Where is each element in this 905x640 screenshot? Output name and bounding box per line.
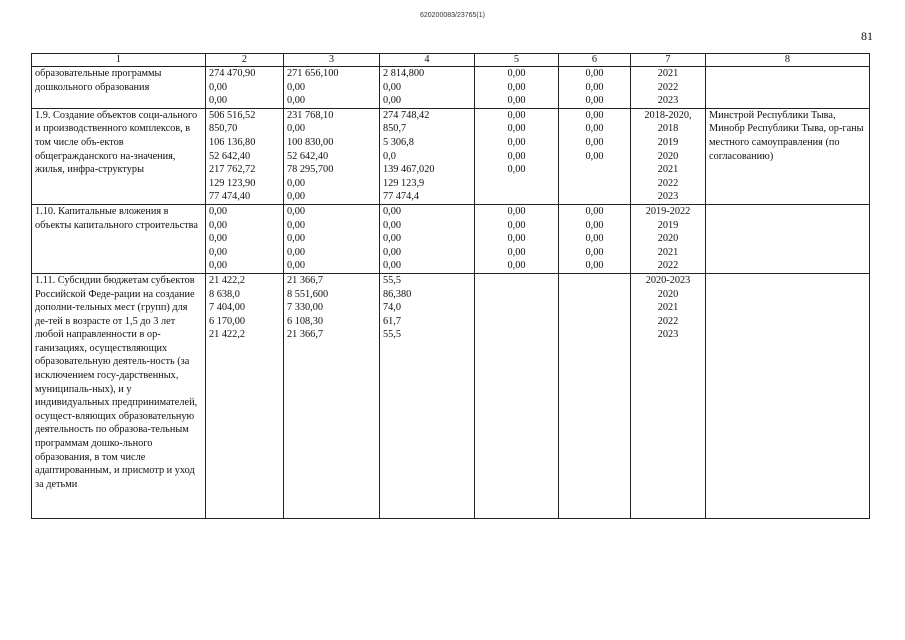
value-cell: 6 170,00	[206, 315, 284, 329]
year-cell: 2018-2020,	[631, 108, 706, 122]
column-header-2: 2	[206, 54, 284, 67]
value-cell: 0,00	[559, 67, 631, 81]
value-cell: 0,00	[559, 219, 631, 233]
value-cell: 0,00	[284, 219, 380, 233]
year-cell: 2021	[631, 246, 706, 260]
value-cell: 0,00	[380, 204, 475, 218]
value-cell: 100 830,00	[284, 136, 380, 150]
value-cell: 274 748,42	[380, 108, 475, 122]
responsible-organizations	[706, 204, 870, 273]
value-cell: 0,00	[475, 204, 559, 218]
year-cell: 2022	[631, 177, 706, 191]
value-cell: 506 516,52	[206, 108, 284, 122]
value-cell: 0,00	[559, 259, 631, 273]
value-cell: 139 467,020	[380, 163, 475, 177]
value-cell: 0,00	[559, 136, 631, 150]
value-cell: 0,00	[284, 246, 380, 260]
value-cell	[559, 177, 631, 191]
value-cell: 0,00	[559, 204, 631, 218]
value-cell: 274 470,90	[206, 67, 284, 81]
year-cell: 2019-2022	[631, 204, 706, 218]
value-cell: 0,00	[559, 94, 631, 108]
value-cell	[559, 301, 631, 315]
value-cell: 6 108,30	[284, 315, 380, 329]
value-cell: 0,00	[475, 219, 559, 233]
value-cell: 0,00	[380, 94, 475, 108]
value-cell: 0,00	[475, 122, 559, 136]
budget-table	[31, 53, 870, 519]
value-cell: 77 474,4	[380, 190, 475, 204]
value-cell: 21 366,7	[284, 328, 380, 342]
column-header-5: 5	[475, 54, 559, 67]
value-cell: 0,00	[284, 232, 380, 246]
table-row	[32, 108, 870, 122]
value-cell: 0,00	[284, 81, 380, 95]
value-cell: 0,00	[559, 81, 631, 95]
year-cell: 2019	[631, 219, 706, 233]
row-description: 1.11. Субсидии бюджетам субъектов Российской Феде-рации на создание дополни-тельных мест (групп) для де-тей в возрасте от 1,5 до 3 лет любой направленности в ор-ганизациях, осуществляющих образовательную деятель-ность (за исключением госу-дарственных, муниципаль-ных), и у индивидуальных предпринимателей, осущест-вляющих образовательную деятельность по образова-тельным программам дошко-льного образования, в том числе адаптированным, и присмотр и уход за детьми	[32, 273, 206, 518]
value-cell: 0,00	[206, 246, 284, 260]
year-cell: 2023	[631, 94, 706, 108]
value-cell: 21 422,2	[206, 273, 284, 287]
value-cell: 0,00	[559, 150, 631, 164]
value-cell: 850,70	[206, 122, 284, 136]
value-cell: 0,00	[475, 108, 559, 122]
column-header-8: 8	[706, 54, 870, 67]
value-cell: 231 768,10	[284, 108, 380, 122]
value-cell	[559, 190, 631, 204]
value-cell: 2 814,800	[380, 67, 475, 81]
column-header-4: 4	[380, 54, 475, 67]
value-cell	[475, 273, 559, 287]
value-cell: 0,00	[475, 136, 559, 150]
value-cell: 0,00	[380, 81, 475, 95]
value-cell: 0,00	[475, 81, 559, 95]
value-cell: 21 422,2	[206, 328, 284, 342]
empty-cell	[475, 342, 559, 519]
value-cell: 0,00	[206, 81, 284, 95]
value-cell: 271 656,100	[284, 67, 380, 81]
responsible-organizations: Минстрой Республики Тыва, Минобр Республики Тыва, ор-ганы местного самоуправления (по согласованию)	[706, 108, 870, 204]
column-header-7: 7	[631, 54, 706, 67]
value-cell: 61,7	[380, 315, 475, 329]
year-cell: 2021	[631, 301, 706, 315]
value-cell: 0,00	[380, 246, 475, 260]
row-description: 1.9. Создание объектов соци-ального и производственного комплексов, в том числе объ-ектов общегражданского на-значения, жилья, инфра-структуры	[32, 108, 206, 204]
year-cell: 2021	[631, 163, 706, 177]
value-cell	[559, 328, 631, 342]
table-row	[32, 273, 870, 287]
column-header-6: 6	[559, 54, 631, 67]
value-cell: 0,00	[559, 122, 631, 136]
value-cell: 850,7	[380, 122, 475, 136]
value-cell: 7 404,00	[206, 301, 284, 315]
value-cell: 21 366,7	[284, 273, 380, 287]
column-header-1: 1	[32, 54, 206, 67]
page-number: 81	[861, 29, 873, 43]
value-cell: 52 642,40	[284, 150, 380, 164]
value-cell: 5 306,8	[380, 136, 475, 150]
value-cell: 0,00	[206, 232, 284, 246]
value-cell: 78 295,700	[284, 163, 380, 177]
row-description: образовательные программы дошкольного образования	[32, 67, 206, 109]
value-cell	[475, 177, 559, 191]
document-id: 620200083/23765(1)	[419, 12, 485, 19]
header-row	[32, 54, 870, 67]
value-cell: 8 638,0	[206, 288, 284, 302]
empty-cell	[206, 342, 284, 519]
year-cell: 2018	[631, 122, 706, 136]
value-cell: 0,00	[559, 232, 631, 246]
year-cell: 2019	[631, 136, 706, 150]
value-cell: 0,00	[475, 163, 559, 177]
value-cell: 0,00	[206, 94, 284, 108]
value-cell: 0,00	[475, 94, 559, 108]
value-cell: 0,00	[284, 259, 380, 273]
value-cell	[559, 288, 631, 302]
value-cell: 52 642,40	[206, 150, 284, 164]
value-cell: 0,00	[284, 177, 380, 191]
value-cell: 74,0	[380, 301, 475, 315]
value-cell: 0,00	[206, 259, 284, 273]
responsible-organizations	[706, 67, 870, 109]
value-cell	[475, 190, 559, 204]
value-cell: 55,5	[380, 328, 475, 342]
year-cell: 2020	[631, 232, 706, 246]
table-row	[32, 204, 870, 218]
value-cell: 0,00	[284, 122, 380, 136]
value-cell: 8 551,600	[284, 288, 380, 302]
empty-cell	[284, 342, 380, 519]
value-cell: 0,00	[559, 246, 631, 260]
value-cell	[475, 288, 559, 302]
responsible-organizations	[706, 273, 870, 518]
value-cell	[475, 315, 559, 329]
empty-cell	[631, 342, 706, 519]
year-cell: 2020	[631, 288, 706, 302]
value-cell	[559, 163, 631, 177]
value-cell: 217 762,72	[206, 163, 284, 177]
value-cell: 0,00	[284, 190, 380, 204]
value-cell: 0,00	[475, 259, 559, 273]
value-cell: 106 136,80	[206, 136, 284, 150]
value-cell: 0,00	[475, 150, 559, 164]
value-cell: 0,00	[380, 259, 475, 273]
table-body	[32, 67, 870, 519]
value-cell: 129 123,90	[206, 177, 284, 191]
value-cell: 0,00	[559, 108, 631, 122]
year-cell: 2023	[631, 328, 706, 342]
value-cell	[475, 301, 559, 315]
value-cell: 0,00	[380, 232, 475, 246]
column-header-3: 3	[284, 54, 380, 67]
value-cell: 0,00	[475, 232, 559, 246]
value-cell	[559, 273, 631, 287]
value-cell: 0,0	[380, 150, 475, 164]
value-cell: 0,00	[284, 204, 380, 218]
value-cell: 55,5	[380, 273, 475, 287]
value-cell: 0,00	[206, 219, 284, 233]
year-cell: 2022	[631, 81, 706, 95]
value-cell: 0,00	[475, 67, 559, 81]
value-cell: 0,00	[206, 204, 284, 218]
empty-cell	[380, 342, 475, 519]
table-header	[32, 54, 870, 67]
value-cell	[559, 315, 631, 329]
year-cell: 2022	[631, 259, 706, 273]
value-cell	[475, 328, 559, 342]
value-cell: 77 474,40	[206, 190, 284, 204]
year-cell: 2022	[631, 315, 706, 329]
year-cell: 2020-2023	[631, 273, 706, 287]
value-cell: 0,00	[380, 219, 475, 233]
value-cell: 86,380	[380, 288, 475, 302]
value-cell: 0,00	[475, 246, 559, 260]
value-cell: 0,00	[284, 94, 380, 108]
year-cell: 2021	[631, 67, 706, 81]
empty-cell	[559, 342, 631, 519]
row-description: 1.10. Капитальные вложения в объекты капитального строительства	[32, 204, 206, 273]
value-cell: 129 123,9	[380, 177, 475, 191]
year-cell: 2023	[631, 190, 706, 204]
value-cell: 7 330,00	[284, 301, 380, 315]
year-cell: 2020	[631, 150, 706, 164]
table-row	[32, 67, 870, 81]
